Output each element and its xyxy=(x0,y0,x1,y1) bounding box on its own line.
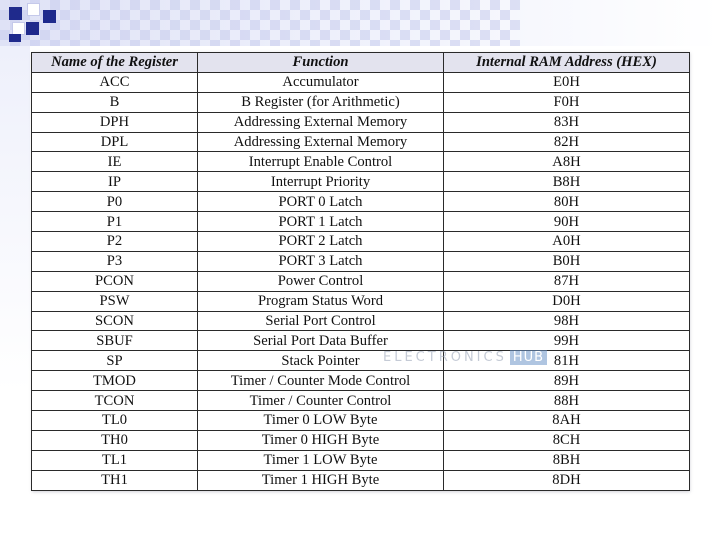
cell-address: 88H xyxy=(444,391,690,411)
cell-function: PORT 1 Latch xyxy=(198,212,444,232)
cell-register-name: DPL xyxy=(32,132,198,152)
cell-function: Timer 1 HIGH Byte xyxy=(198,470,444,490)
cell-function: PORT 0 Latch xyxy=(198,192,444,212)
cell-address: 8AH xyxy=(444,411,690,431)
table-row xyxy=(32,351,690,371)
table-row xyxy=(32,411,690,431)
table-row xyxy=(32,172,690,192)
cell-address: A8H xyxy=(444,152,690,172)
decorative-square xyxy=(27,3,40,16)
cell-address: D0H xyxy=(444,291,690,311)
cell-function: Timer 1 LOW Byte xyxy=(198,450,444,470)
cell-function: Timer / Counter Mode Control xyxy=(198,371,444,391)
cell-function: Timer / Counter Control xyxy=(198,391,444,411)
watermark-badge: HUB xyxy=(510,350,547,365)
cell-function: Timer 0 HIGH Byte xyxy=(198,430,444,450)
cell-register-name: IP xyxy=(32,172,198,192)
table-row xyxy=(32,132,690,152)
table-body xyxy=(32,72,690,490)
cell-address: 98H xyxy=(444,311,690,331)
cell-address: B0H xyxy=(444,251,690,271)
cell-address: 89H xyxy=(444,371,690,391)
decorative-square xyxy=(26,22,39,35)
cell-address: E0H xyxy=(444,72,690,92)
cell-register-name: SP xyxy=(32,351,198,371)
sfr-table xyxy=(31,52,690,491)
table-row xyxy=(32,331,690,351)
cell-address: 8BH xyxy=(444,450,690,470)
cell-address: 82H xyxy=(444,132,690,152)
table-row xyxy=(32,430,690,450)
cell-address: B8H xyxy=(444,172,690,192)
table-row xyxy=(32,291,690,311)
cell-address: 99H xyxy=(444,331,690,351)
cell-register-name: P0 xyxy=(32,192,198,212)
cell-function: Interrupt Priority xyxy=(198,172,444,192)
cell-register-name: PCON xyxy=(32,271,198,291)
cell-function: PORT 2 Latch xyxy=(198,232,444,252)
cell-register-name: SBUF xyxy=(32,331,198,351)
cell-function: Interrupt Enable Control xyxy=(198,152,444,172)
table-row xyxy=(32,212,690,232)
table-row xyxy=(32,92,690,112)
decorative-square xyxy=(9,7,22,20)
cell-register-name: IE xyxy=(32,152,198,172)
cell-function: PORT 3 Latch xyxy=(198,251,444,271)
table-row xyxy=(32,192,690,212)
cell-register-name: TH0 xyxy=(32,430,198,450)
cell-address: 83H xyxy=(444,112,690,132)
cell-register-name: P3 xyxy=(32,251,198,271)
cell-register-name: TL0 xyxy=(32,411,198,431)
cell-register-name: TMOD xyxy=(32,371,198,391)
table-row xyxy=(32,232,690,252)
cell-function: Addressing External Memory xyxy=(198,132,444,152)
cell-address: F0H xyxy=(444,92,690,112)
cell-register-name: DPH xyxy=(32,112,198,132)
sfr-table-card xyxy=(31,52,689,491)
table-header-row xyxy=(32,53,690,73)
cell-address: 87H xyxy=(444,271,690,291)
cell-function: Stack Pointer xyxy=(198,351,444,371)
table-row xyxy=(32,391,690,411)
cell-register-name: TCON xyxy=(32,391,198,411)
cell-function: B Register (for Arithmetic) xyxy=(198,92,444,112)
cell-register-name: TH1 xyxy=(32,470,198,490)
cell-register-name: P1 xyxy=(32,212,198,232)
decorative-square xyxy=(43,10,56,23)
cell-function: Serial Port Data Buffer xyxy=(198,331,444,351)
table-row xyxy=(32,371,690,391)
cell-address: 8DH xyxy=(444,470,690,490)
cell-address: 80H xyxy=(444,192,690,212)
column-header-register-name: Name of the Register xyxy=(32,53,198,73)
cell-function: Serial Port Control xyxy=(198,311,444,331)
table-row xyxy=(32,450,690,470)
cell-function: Power Control xyxy=(198,271,444,291)
cell-register-name: P2 xyxy=(32,232,198,252)
decorative-square xyxy=(9,34,21,42)
cell-register-name: PSW xyxy=(32,291,198,311)
cell-function: Program Status Word xyxy=(198,291,444,311)
watermark-text: ELECTRONICS xyxy=(383,349,507,365)
cell-address: 8CH xyxy=(444,430,690,450)
table-row xyxy=(32,251,690,271)
table-row xyxy=(32,311,690,331)
cell-register-name: SCON xyxy=(32,311,198,331)
cell-address: 90H xyxy=(444,212,690,232)
column-header-address: Internal RAM Address (HEX) xyxy=(444,53,690,73)
cell-register-name: B xyxy=(32,92,198,112)
cell-function: Timer 0 LOW Byte xyxy=(198,411,444,431)
column-header-function: Function xyxy=(198,53,444,73)
decorative-checker-pattern xyxy=(0,0,520,46)
cell-function: Addressing External Memory xyxy=(198,112,444,132)
cell-function: Accumulator xyxy=(198,72,444,92)
slide-side-band xyxy=(0,46,30,540)
cell-register-name: TL1 xyxy=(32,450,198,470)
table-row xyxy=(32,271,690,291)
table-row xyxy=(32,470,690,490)
table-row xyxy=(32,112,690,132)
cell-address: 81H xyxy=(444,351,690,371)
table-row xyxy=(32,72,690,92)
cell-register-name: ACC xyxy=(32,72,198,92)
cell-address: A0H xyxy=(444,232,690,252)
table-row xyxy=(32,152,690,172)
